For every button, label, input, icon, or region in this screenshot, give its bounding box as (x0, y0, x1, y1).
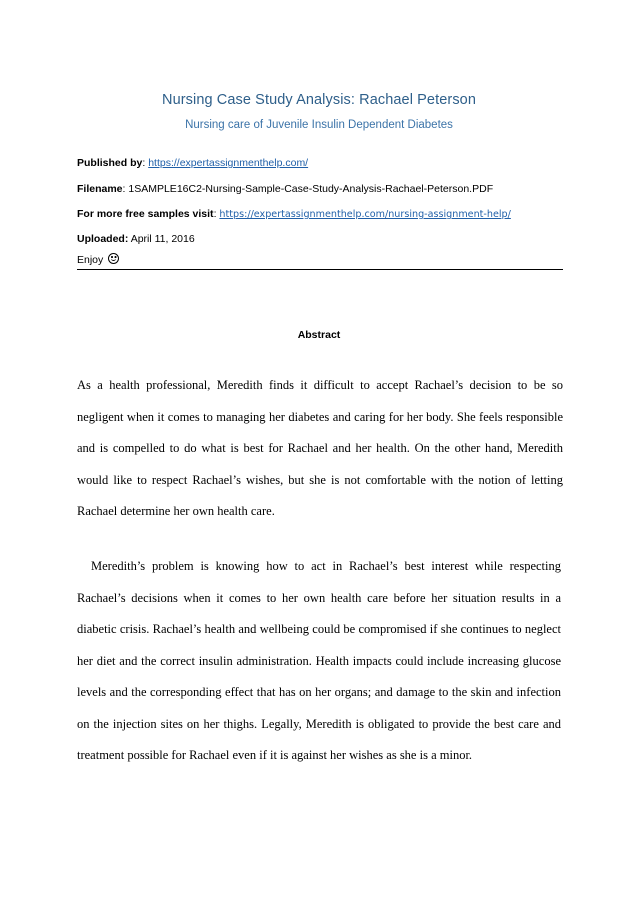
meta-filename: Filename: 1SAMPLE16C2-Nursing-Sample-Case-Study-Analysis-Rachael-Peterson.PDF (77, 183, 494, 195)
meta-more-samples: For more free samples visit: https://expertassignmenthelp.com/nursing-assignment-help/ (77, 208, 511, 220)
abstract-paragraph-2: Meredith’s problem is knowing how to act in Rachael’s best interest while respecting Rachael’s decisions when it comes to her own health care before her situation results in a diabetic crisis. Rachael’s health and wellbeing could be compromised if she continues to neglect her diet and the correct insulin administration. Health impacts could include increasing glucose levels and the corresponding effect that has on her organs; and damage to the skin and infection on the injection sites on her thighs. Legally, Meredith is obligated to provide the best care and treatment possible for Rachael even if it is against her wishes as she is a minor. (77, 559, 561, 762)
smiley-icon (108, 253, 119, 264)
more-samples-link[interactable]: https://expertassignmenthelp.com/nursing-assignment-help/ (219, 209, 511, 220)
filename-label: Filename (77, 183, 123, 195)
meta-enjoy (77, 253, 119, 266)
published-by-link[interactable]: https://expertassignmenthelp.com/ (148, 157, 309, 169)
document-title: Nursing Case Study Analysis: Rachael Peterson (162, 92, 476, 108)
enjoy-text: Enjoy (77, 254, 104, 266)
uploaded-value: April 11, 2016 (130, 233, 195, 245)
document-subtitle: Nursing care of Juvenile Insulin Dependent Diabetes (185, 119, 453, 131)
uploaded-label: Uploaded: (77, 233, 129, 245)
meta-uploaded (77, 233, 195, 245)
header-divider (77, 269, 563, 270)
abstract-paragraph-1: As a health professional, Meredith finds it difficult to accept Rachael’s decision to be so negligent when it comes to managing her diabetes and caring for her body. She feels responsible and is compelled to do what is best for Rachael and her health. On the other hand, Meredith would like to respect Rachael’s wishes, but she is not comfortable with the notion of letting Rachael determine her own health care. (77, 378, 563, 518)
filename-value: 1SAMPLE16C2-Nursing-Sample-Case-Study-Analysis-Rachael-Peterson.PDF (128, 183, 494, 195)
published-by-label: Published by (77, 157, 143, 169)
abstract-heading: Abstract (297, 329, 341, 341)
meta-published-by: Published by: https://expertassignmenthelp.com/ (77, 157, 309, 169)
more-samples-label: For more free samples visit (77, 208, 214, 220)
